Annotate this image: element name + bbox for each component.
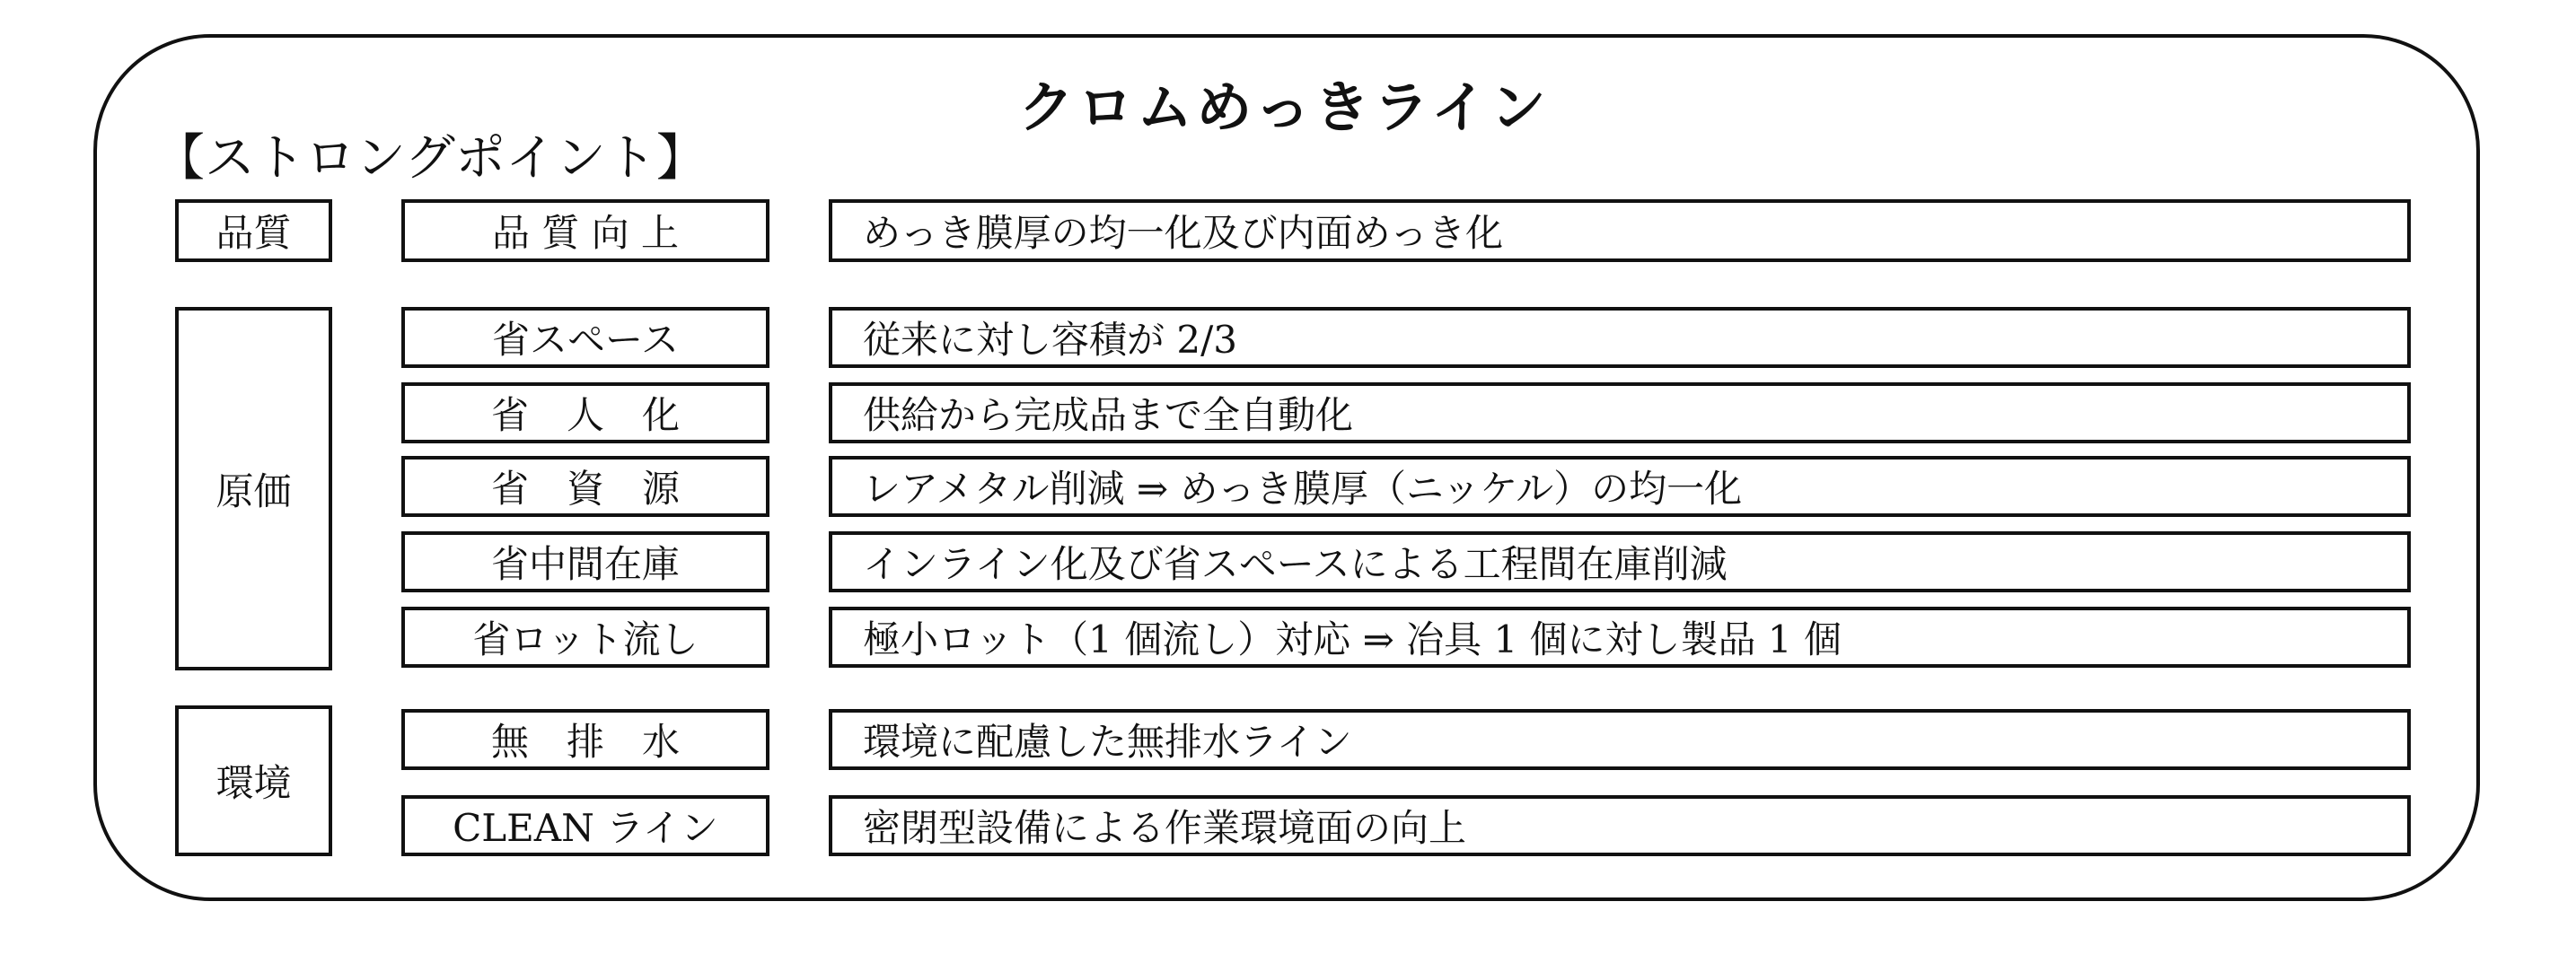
item-no-drainage: 無 排 水 xyxy=(401,709,769,770)
desc-no-drainage: 環境に配慮した無排水ライン xyxy=(829,709,2411,770)
item-lot-flow: 省ロット流し xyxy=(401,607,769,668)
desc-lot-flow: 極小ロット（1 個流し）対応 ⇒ 冶具 1 個に対し製品 1 個 xyxy=(829,607,2411,668)
desc-clean-line: 密閉型設備による作業環境面の向上 xyxy=(829,795,2411,856)
desc-resource-saving: レアメタル削減 ⇒ めっき膜厚（ニッケル）の均一化 xyxy=(829,456,2411,517)
desc-labor-saving: 供給から完成品まで全自動化 xyxy=(829,382,2411,443)
item-resource-saving: 省 資 源 xyxy=(401,456,769,517)
item-quality-improvement: 品 質 向 上 xyxy=(401,199,769,262)
category-quality: 品質 xyxy=(175,199,332,262)
category-cost: 原価 xyxy=(175,307,332,670)
desc-inventory-saving: インライン化及び省スペースによる工程間在庫削減 xyxy=(829,531,2411,592)
category-environment: 環境 xyxy=(175,705,332,856)
item-inventory-saving: 省中間在庫 xyxy=(401,531,769,592)
section-heading: 【ストロングポイント】 xyxy=(154,129,707,188)
item-space-saving: 省スペース xyxy=(401,307,769,368)
item-clean-line: CLEAN ライン xyxy=(401,795,769,856)
item-labor-saving: 省 人 化 xyxy=(401,382,769,443)
desc-quality-improvement: めっき膜厚の均一化及び内面めっき化 xyxy=(829,199,2411,262)
desc-space-saving: 従来に対し容積が 2/3 xyxy=(829,307,2411,368)
page-title: クロムめっきライン xyxy=(1018,74,1550,140)
